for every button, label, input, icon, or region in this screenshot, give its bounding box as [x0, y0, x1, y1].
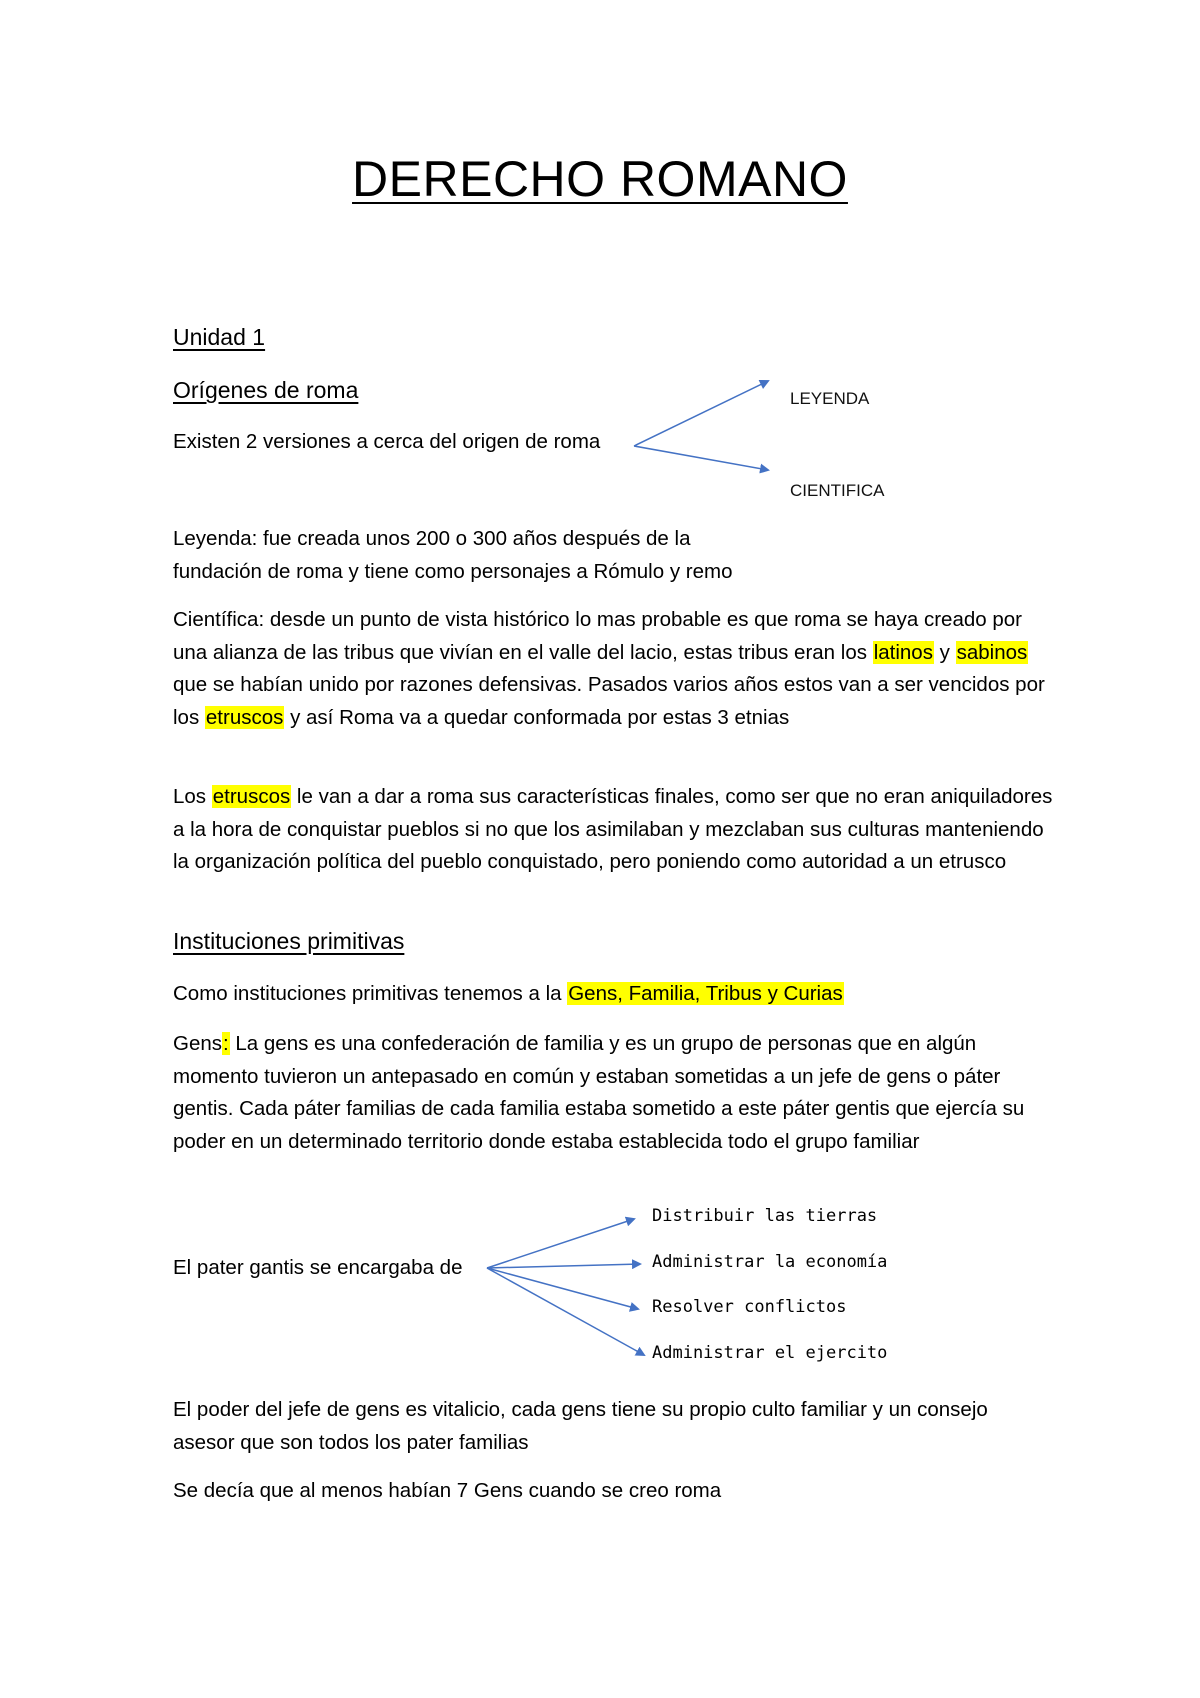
etruscos-text-2: le van a dar a roma sus características finales, como ser que no eran aniquiladores a la hora de conquistar pueblos si no que los asimilaban y mezclaban sus culturas manteniendo la organización política del pueblo conquistado, pero poniendo como autoridad a un etrusco	[173, 785, 1053, 873]
document-title: DERECHO ROMANO	[352, 151, 848, 207]
gens-label: Gens	[173, 1032, 222, 1055]
poder-paragraph: El poder del jefe de gens es vitalicio, cada gens tiene su propio culto familiar y un consejo asesor que son todos los pater familias	[173, 1398, 988, 1454]
arrow-to-duty-2	[487, 1264, 640, 1268]
intro-text: Como instituciones primitivas tenemos a la	[173, 982, 568, 1005]
highlight-instituciones: Gens, Familia, Tribus y Curias	[568, 982, 843, 1005]
arrow-to-cientifica	[634, 446, 768, 470]
highlight-sabinos: sabinos	[956, 640, 1028, 664]
highlight-etruscos: etruscos	[205, 705, 284, 729]
cientifica-text-1: Científica: desde un punto de vista histórico lo mas probable es que roma se haya creado por una alianza de las tribus que vivían en el valle del lacio, estas tribus eran los	[173, 608, 1022, 664]
highlight-etruscos-2: etruscos	[212, 785, 291, 808]
duty-3: Resolver conflictos	[652, 1297, 847, 1317]
arrow-to-duty-4	[487, 1268, 644, 1355]
highlight-gens-colon: :	[223, 1032, 229, 1055]
arrow-to-leyenda	[634, 381, 768, 446]
gens-text: La gens es una confederación de familia y es un grupo de personas que en algún momento tuvieron un antepasado en común y estaban sometidas a un jefe de gens o páter gentis. Cada páter familias de cada familia estaba sometido a este páter gentis que ejercía su poder en un determinado territorio donde estaba establecida todo el grupo familiar	[173, 1032, 1025, 1153]
cientifica-text-3: que se habían unido por razones defensivas. Pasados varios años estos van a ser vencidos por los	[173, 673, 1045, 729]
branch-cientifica: CIENTIFICA	[790, 481, 885, 500]
leyenda-line-1: Leyenda: fue creada unos 200 o 300 años después de la	[173, 527, 691, 550]
siete-gens-line: Se decía que al menos habían 7 Gens cuando se creo roma	[173, 1479, 722, 1502]
highlight-latinos: latinos	[873, 640, 933, 664]
cientifica-text-4: y así Roma va a quedar conformada por estas 3 etnias	[284, 705, 790, 729]
cientifica-text-2: y	[933, 640, 956, 664]
pater-line: El pater gantis se encargaba de	[173, 1256, 463, 1279]
unit-heading: Unidad 1	[173, 324, 266, 350]
section-heading-instituciones: Instituciones primitivas	[173, 928, 405, 954]
duty-2: Administrar la economía	[652, 1252, 888, 1272]
etruscos-text-1: Los	[173, 785, 212, 808]
arrow-to-duty-3	[487, 1268, 638, 1309]
leyenda-line-2: fundación de roma y tiene como personajes a Rómulo y remo	[173, 560, 733, 583]
branch-leyenda: LEYENDA	[790, 389, 870, 408]
arrow-to-duty-1	[487, 1219, 634, 1268]
section-heading-origenes: Orígenes de roma	[173, 377, 359, 403]
duty-1: Distribuir las tierras	[652, 1206, 878, 1226]
versions-line: Existen 2 versiones a cerca del origen de roma	[173, 430, 601, 453]
duty-4: Administrar el ejercito	[652, 1343, 888, 1363]
